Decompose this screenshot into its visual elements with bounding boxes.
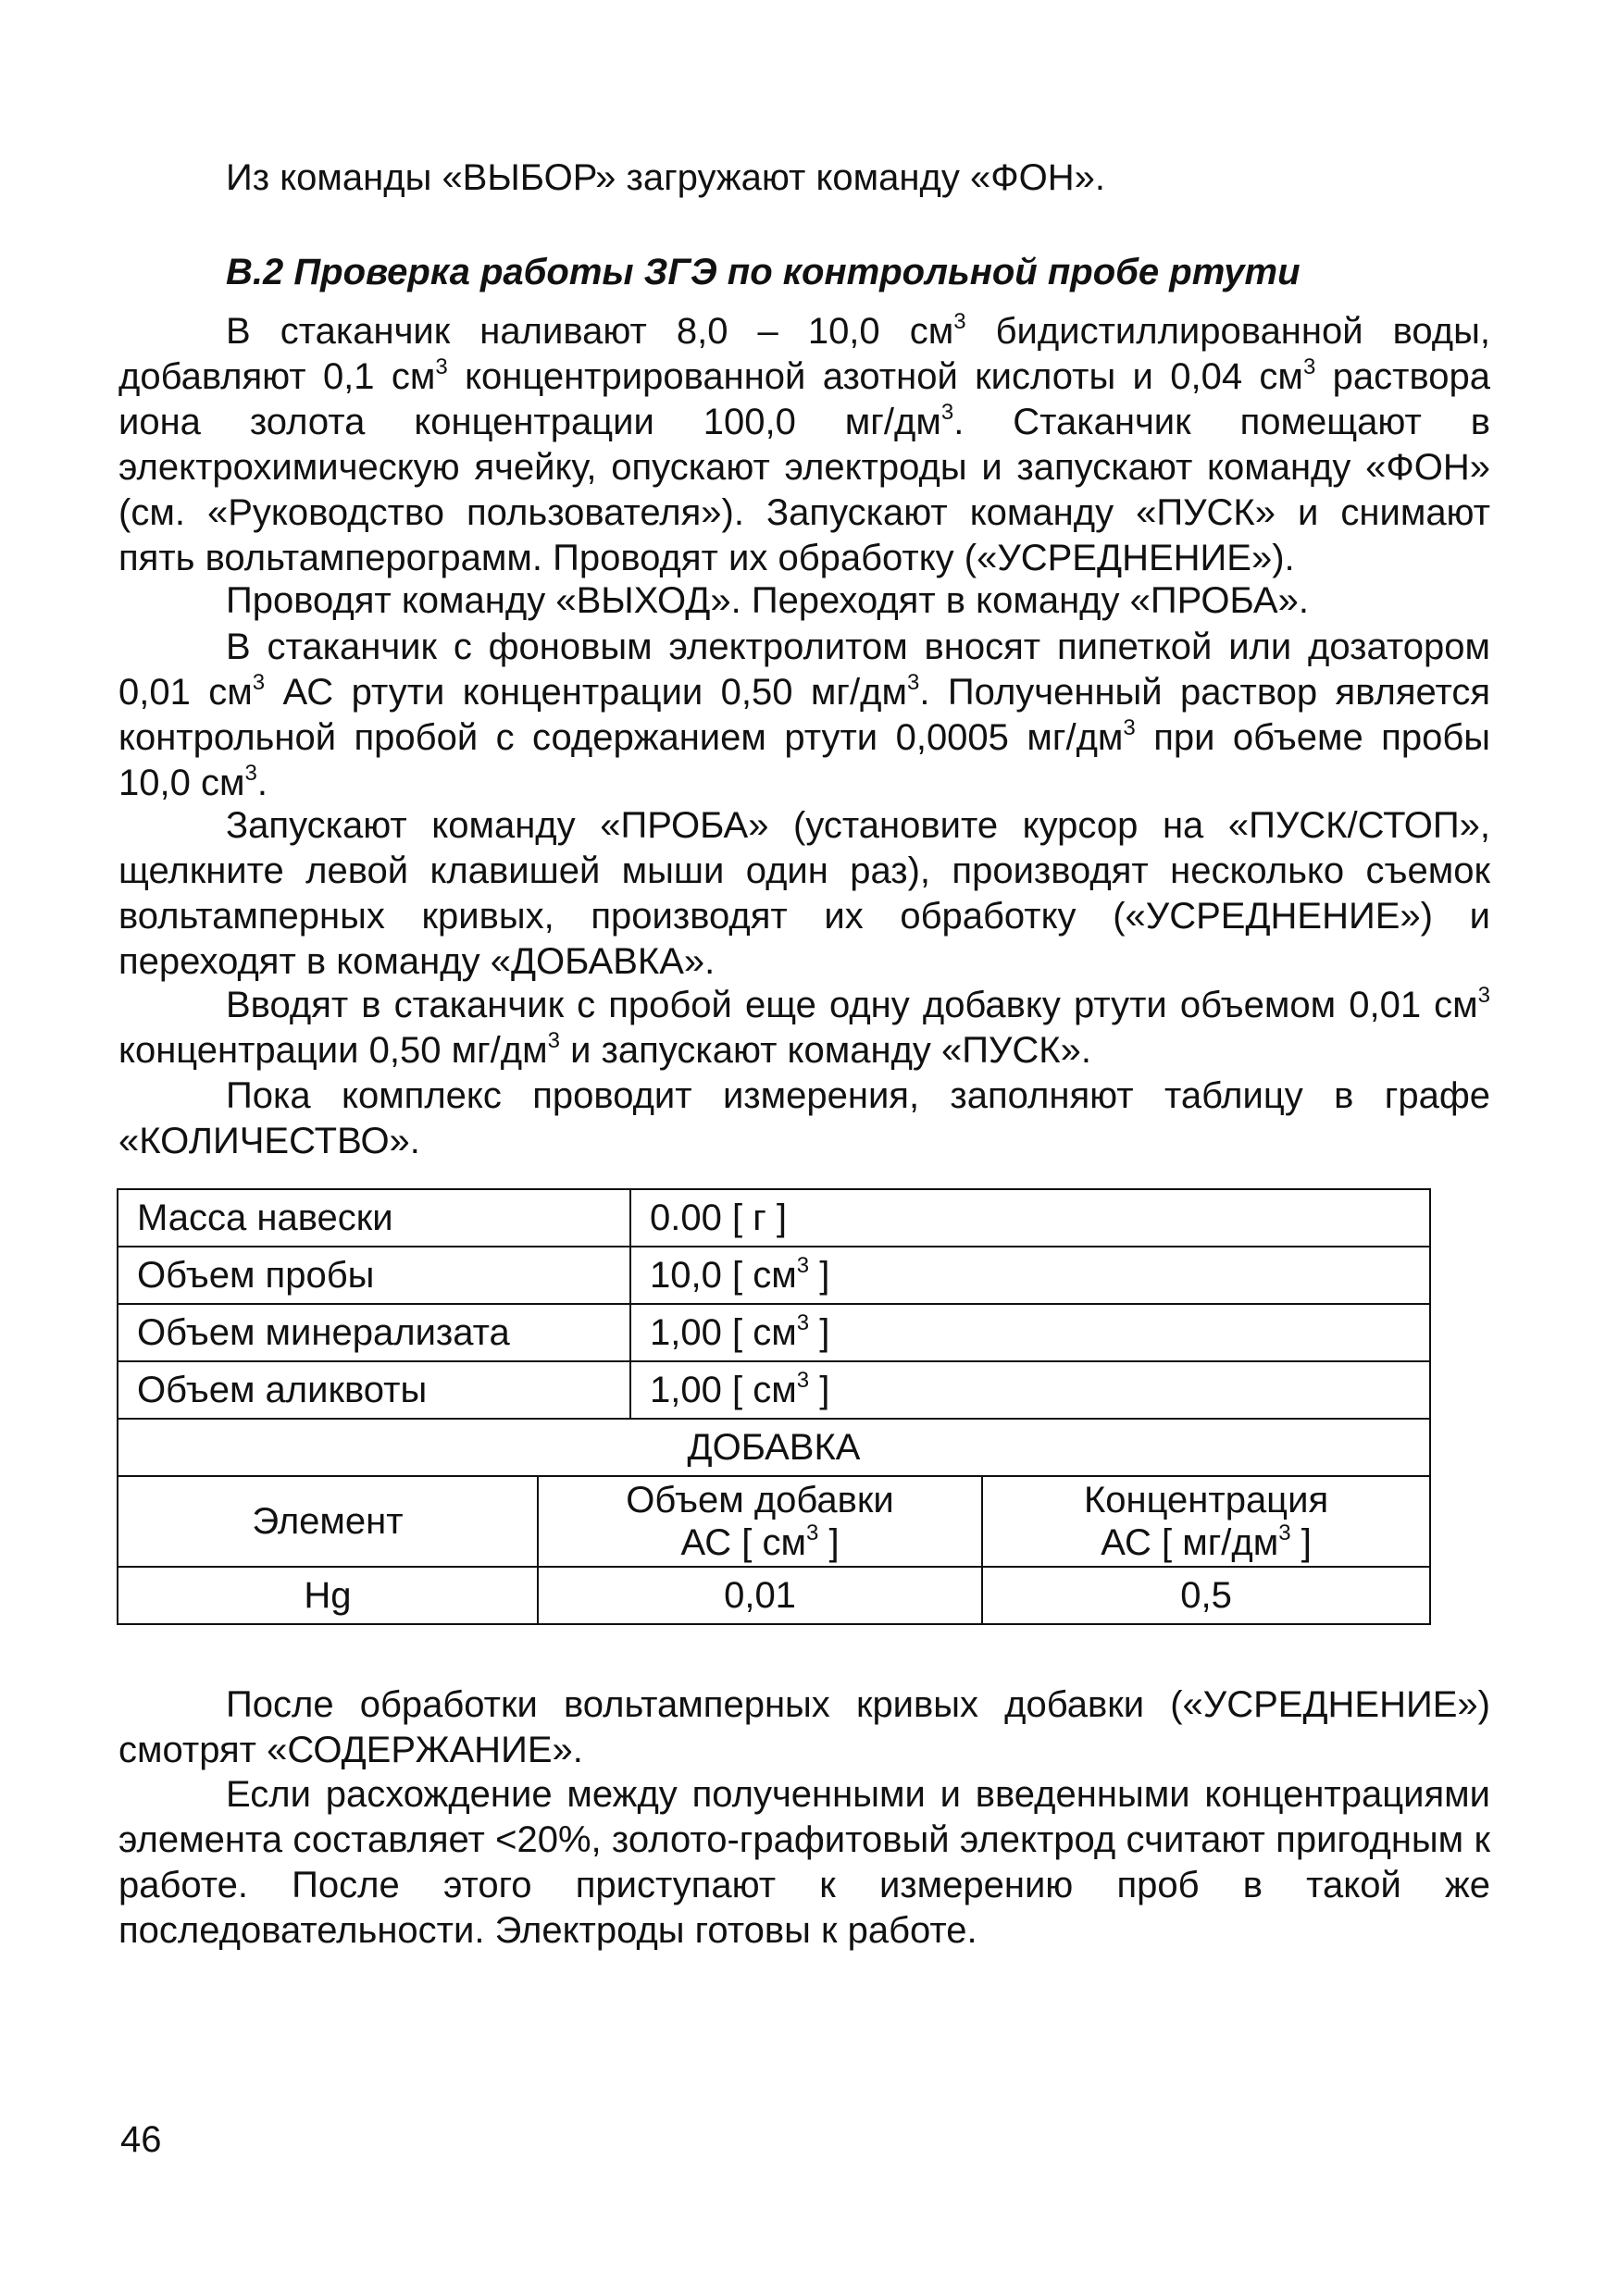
paragraph-sample-prep: В стаканчик наливают 8,0 – 10,0 $см^3$ бидистиллированной воды, добавляют 0,1 $см^3$ концентрированной азотной кислоты и 0,04 $см^3$ раствора иона золота концентрации 100,0 $мг/дм^3$. Стаканчик помещают в электрохимическую ячейку, опускают электроды и запускают команду «ФОН» (см. «Руководство пользователя»). Запускают команду «ПУСК» и снимают пять вольтамперограмм. Проводят их обработку («УСРЕДНЕНИЕ»). [118, 309, 1491, 578]
table-row [118, 1247, 1430, 1304]
table-value-cell: 1,00 [ $см^3$ ] [630, 1304, 1430, 1361]
table-section-row [118, 1419, 1430, 1476]
table-row [118, 1567, 1430, 1624]
page-number: 46 [120, 2119, 162, 2160]
table-label-cell: Масса навески [118, 1189, 630, 1247]
cell-concentration: 0,5 [982, 1567, 1430, 1624]
table-value-cell: 0.00 [ г ] [630, 1189, 1430, 1247]
paragraph-run-probe: Запускают команду «ПРОБА» (установите курсор на «ПУСК/СТОП», щелкните левой клавишей мыши один раз), производят несколько съемок вольтамперных кривых, производят их обработку («УСРЕДНЕНИЕ») и переходят в команду «ДОБАВКА». [118, 805, 1490, 982]
cell-element: Hg [118, 1567, 538, 1624]
table-label-cell: Объем пробы [118, 1247, 630, 1304]
table-row [118, 1361, 1430, 1419]
table-row [118, 1304, 1430, 1361]
intro-paragraph: Из команды «ВЫБОР» загружают команду «ФОН». [226, 157, 1105, 198]
paragraph-exit: Проводят команду «ВЫХОД». Переходят в команду «ПРОБА». [226, 580, 1309, 621]
header-element: Элемент [118, 1476, 538, 1567]
paragraph-control-sample: В стаканчик с фоновым электролитом вносят пипеткой или дозатором 0,01 $см^3$ АС ртути концентрации 0,50 $мг/дм^3$. Полученный раствор является контрольной пробой с содержанием ртути 0,0005 $мг/дм^3$ при объеме пробы 10,0 $см^3$. [118, 627, 1490, 803]
paragraph-fill-table: Пока комплекс проводит измерения, заполняют таблицу в графе «КОЛИЧЕСТВО». [118, 1075, 1490, 1161]
paragraph-addition: Вводят в стаканчик с пробой еще одну добавку ртути объемом 0,01 $см^3$ концентрации 0,50 $мг/дм^3$ и запускают команду «ПУСК». [118, 983, 1490, 1071]
header-concentration: Концентрация АС [ $мг/дм^3$ ] [982, 1476, 1430, 1567]
table-header-row [118, 1476, 1430, 1567]
table-row [118, 1189, 1430, 1247]
table-section-header: ДОБАВКА [118, 1419, 1430, 1476]
header-volume: Объем добавки АС [ $см^3$ ] [538, 1476, 982, 1567]
table-value-cell: 1,00 [ $см^3$ ] [630, 1361, 1430, 1419]
paragraph-conclusion: Если расхождение между полученными и введенными концентрациями элемента составляет <20%, золото-графитовый электрод считают пригодным к работе. После этого приступают к измерению проб в такой же последовательности. Электроды готовы к работе. [118, 1774, 1490, 1951]
paragraph-after-processing: После обработки вольтамперных кривых добавки («УСРЕДНЕНИЕ») смотрят «СОДЕРЖАНИЕ». [118, 1684, 1490, 1770]
table-label-cell: Объем минерализата [118, 1304, 630, 1361]
table-label-cell: Объем аликвоты [118, 1361, 630, 1419]
cell-volume: 0,01 [538, 1567, 982, 1624]
table-value-cell: 10,0 [ $см^3$ ] [630, 1247, 1430, 1304]
quantity-table [117, 1188, 1431, 1625]
section-title: В.2 Проверка работы ЗГЭ по контрольной пробе ртути [226, 252, 1301, 292]
